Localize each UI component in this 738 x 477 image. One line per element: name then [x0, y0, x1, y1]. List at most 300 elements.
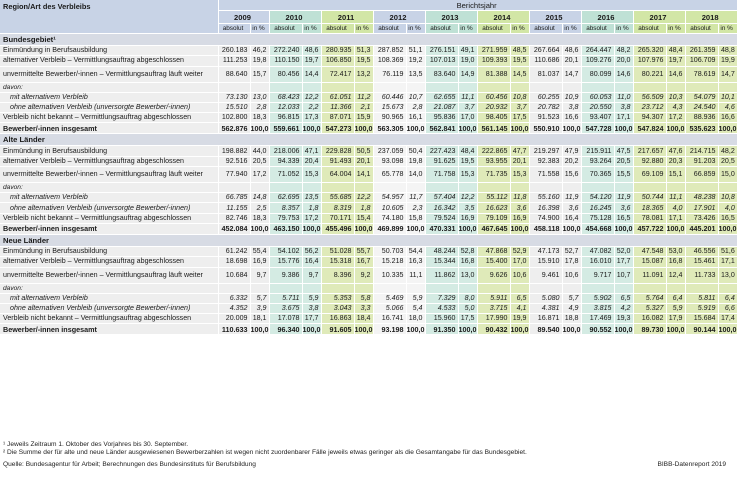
- cell-percent: [562, 283, 581, 293]
- unit-header-absolut: absolut: [633, 24, 666, 34]
- year-header-2013: 2013: [425, 11, 477, 24]
- cell-absolute: 77.940: [218, 167, 250, 183]
- table-row: [0, 303, 737, 313]
- cell-absolute: 5.764: [633, 293, 666, 303]
- cell-percent: 100,0: [458, 123, 477, 133]
- cell-absolute: 4.352: [218, 303, 250, 313]
- cell-percent: 100,0: [354, 123, 373, 133]
- cell-percent: [406, 283, 425, 293]
- cell-percent: 14,7: [718, 66, 737, 82]
- cell-absolute: 15.960: [425, 314, 458, 324]
- cell-percent: 18,3: [250, 213, 269, 223]
- cell-absolute: 109.276: [581, 56, 614, 66]
- cell-percent: 19,0: [458, 56, 477, 66]
- cell-percent: 100,0: [562, 324, 581, 334]
- cell-percent: 17,1: [718, 257, 737, 267]
- cell-percent: [354, 82, 373, 92]
- cell-percent: 100,0: [666, 224, 685, 234]
- unit-header-percent: in %: [354, 24, 373, 34]
- cell-absolute: 73.130: [218, 92, 250, 102]
- cell-percent: 19,8: [406, 156, 425, 166]
- cell-percent: 13,5: [302, 193, 321, 203]
- cell-percent: 10,1: [718, 92, 737, 102]
- row-label: ohne alternativen Verbleib (unversorgte Bewerber/-innen): [0, 102, 218, 112]
- cell-percent: 100,0: [614, 224, 633, 234]
- cell-percent: 48,6: [562, 46, 581, 56]
- cell-percent: 3,6: [510, 203, 529, 213]
- cell-percent: 3,9: [250, 303, 269, 313]
- cell-percent: [302, 82, 321, 92]
- cell-percent: 14,6: [614, 66, 633, 82]
- section-header: [0, 34, 737, 46]
- cell-percent: 5,9: [302, 293, 321, 303]
- unit-header-percent: in %: [250, 24, 269, 34]
- cell-absolute: 547.824: [633, 123, 666, 134]
- cell-percent: 17,7: [302, 314, 321, 324]
- cell-absolute: [685, 82, 718, 92]
- cell-percent: 19,9: [510, 314, 529, 324]
- unit-header-percent: in %: [458, 24, 477, 34]
- cell-percent: 100,0: [406, 224, 425, 234]
- row-label: Verbleib nicht bekannt – Vermittlungsauftrag abgeschlossen: [0, 314, 218, 324]
- cell-absolute: 16.863: [321, 314, 354, 324]
- unit-header-absolut: absolut: [529, 24, 562, 34]
- cell-absolute: 458.118: [529, 223, 562, 234]
- cell-absolute: 55.112: [477, 193, 510, 203]
- cell-absolute: [685, 183, 718, 193]
- cell-percent: 16,7: [354, 257, 373, 267]
- cell-percent: 9,2: [354, 267, 373, 283]
- table-row: [0, 314, 737, 324]
- row-label: mit alternativem Verbleib: [0, 293, 218, 303]
- cell-absolute: 71.758: [425, 167, 458, 183]
- cell-percent: 47,5: [614, 146, 633, 156]
- year-header-2018: 2018: [685, 11, 737, 24]
- cell-absolute: 91.493: [321, 156, 354, 166]
- cell-percent: 19,8: [250, 56, 269, 66]
- cell-percent: [406, 183, 425, 193]
- cell-percent: 100,0: [406, 123, 425, 133]
- cell-absolute: 80.099: [581, 66, 614, 82]
- cell-percent: 6,6: [718, 303, 737, 313]
- cell-percent: 18,3: [250, 113, 269, 123]
- cell-absolute: 535.623: [685, 123, 718, 134]
- cell-absolute: 3.815: [581, 303, 614, 313]
- total-row: [0, 324, 737, 335]
- cell-percent: 5,7: [250, 293, 269, 303]
- cell-percent: 14,5: [510, 66, 529, 82]
- cell-percent: 14,8: [250, 193, 269, 203]
- cell-absolute: 50.703: [373, 246, 406, 256]
- cell-absolute: 50.744: [633, 193, 666, 203]
- cell-percent: 100,0: [666, 324, 685, 334]
- table-row: [0, 267, 737, 283]
- unit-header-absolut: absolut: [425, 24, 458, 34]
- cell-percent: 13,0: [458, 267, 477, 283]
- cell-absolute: 94.307: [633, 113, 666, 123]
- cell-percent: 5,4: [406, 303, 425, 313]
- cell-absolute: 71.735: [477, 167, 510, 183]
- cell-percent: 10,3: [666, 92, 685, 102]
- cell-percent: 19,5: [458, 156, 477, 166]
- cell-percent: 46,2: [250, 46, 269, 56]
- cell-absolute: 16.623: [477, 203, 510, 213]
- cell-percent: 20,1: [354, 156, 373, 166]
- cell-percent: 12,2: [302, 92, 321, 102]
- section-title: Alte Länder: [0, 134, 737, 146]
- cell-absolute: 470.331: [425, 223, 458, 234]
- cell-percent: 100,0: [250, 324, 269, 334]
- unit-header-absolut: absolut: [477, 24, 510, 34]
- cell-absolute: [218, 82, 250, 92]
- cell-absolute: 57.404: [425, 193, 458, 203]
- cell-absolute: 261.359: [685, 46, 718, 56]
- cell-percent: [510, 183, 529, 193]
- cell-percent: 47,9: [562, 146, 581, 156]
- cell-absolute: 15.087: [633, 257, 666, 267]
- cell-percent: 2,8: [406, 102, 425, 112]
- cell-absolute: 218.006: [269, 146, 302, 156]
- cell-percent: 16,3: [406, 257, 425, 267]
- cell-percent: [614, 283, 633, 293]
- cell-absolute: 93.198: [373, 324, 406, 335]
- cell-percent: 51,3: [354, 46, 373, 56]
- cell-percent: 16,6: [562, 113, 581, 123]
- cell-percent: 17,1: [666, 213, 685, 223]
- cell-absolute: 91.350: [425, 324, 458, 335]
- cell-absolute: 229.828: [321, 146, 354, 156]
- cell-percent: 100,0: [406, 324, 425, 334]
- cell-percent: 15,0: [718, 167, 737, 183]
- cell-percent: 5,9: [406, 293, 425, 303]
- cell-absolute: 47.173: [529, 246, 562, 256]
- row-label: Einmündung in Berufsausbildung: [0, 146, 218, 156]
- cell-absolute: 79.109: [477, 213, 510, 223]
- cell-absolute: 17.990: [477, 314, 510, 324]
- cell-percent: 2,3: [406, 203, 425, 213]
- cell-absolute: 5.353: [321, 293, 354, 303]
- cell-percent: 100,0: [510, 224, 529, 234]
- cell-percent: 2,8: [250, 102, 269, 112]
- cell-percent: 100,0: [666, 123, 685, 133]
- row-label: ohne alternativen Verbleib (unversorgte Bewerber/-innen): [0, 303, 218, 313]
- cell-absolute: 60.053: [581, 92, 614, 102]
- table-row: [0, 46, 737, 56]
- cell-percent: [406, 82, 425, 92]
- cell-absolute: 9.461: [529, 267, 562, 283]
- cell-absolute: 92.383: [529, 156, 562, 166]
- cell-absolute: 110.633: [218, 324, 250, 335]
- cell-absolute: 88.936: [685, 113, 718, 123]
- cell-absolute: 16.010: [581, 257, 614, 267]
- cell-percent: 18,8: [562, 314, 581, 324]
- cell-absolute: 16.398: [529, 203, 562, 213]
- cell-percent: [562, 183, 581, 193]
- row-label: alternativer Verbleib – Vermittlungsauftrag abgeschlossen: [0, 56, 218, 66]
- table-row: [0, 283, 737, 293]
- cell-percent: 100,0: [302, 123, 321, 133]
- table-row: [0, 102, 737, 112]
- cell-absolute: 66.785: [218, 193, 250, 203]
- cell-absolute: 71.052: [269, 167, 302, 183]
- cell-absolute: 559.661: [269, 123, 302, 134]
- cell-absolute: 54.102: [269, 246, 302, 256]
- cell-absolute: 92.516: [218, 156, 250, 166]
- report-year-header: Berichtsjahr: [218, 0, 737, 11]
- cell-absolute: 454.668: [581, 223, 614, 234]
- cell-percent: 20,5: [718, 156, 737, 166]
- cell-percent: 51,6: [718, 246, 737, 256]
- cell-absolute: 74.900: [529, 213, 562, 223]
- row-label: Einmündung in Berufsausbildung: [0, 46, 218, 56]
- cell-percent: 15,3: [302, 167, 321, 183]
- cell-absolute: 60.456: [477, 92, 510, 102]
- cell-percent: 11,8: [510, 193, 529, 203]
- cell-absolute: 15.318: [321, 257, 354, 267]
- cell-absolute: 11.862: [425, 267, 458, 283]
- cell-absolute: 15.400: [477, 257, 510, 267]
- unit-header-absolut: absolut: [269, 24, 302, 34]
- section-header: [0, 234, 737, 246]
- unit-header-percent: in %: [562, 24, 581, 34]
- cell-percent: [666, 283, 685, 293]
- cell-percent: [614, 82, 633, 92]
- cell-percent: 6,5: [614, 293, 633, 303]
- cell-percent: 2,5: [250, 203, 269, 213]
- cell-percent: 18,4: [354, 314, 373, 324]
- cell-absolute: 20.782: [529, 102, 562, 112]
- table-row: [0, 113, 737, 123]
- cell-absolute: 3.043: [321, 303, 354, 313]
- cell-absolute: 12.033: [269, 102, 302, 112]
- cell-percent: 48,6: [302, 46, 321, 56]
- cell-percent: 17,0: [458, 113, 477, 123]
- cell-absolute: 222.865: [477, 146, 510, 156]
- cell-absolute: 61.051: [321, 92, 354, 102]
- cell-absolute: 550.910: [529, 123, 562, 134]
- cell-absolute: [633, 283, 666, 293]
- cell-absolute: [477, 283, 510, 293]
- cell-percent: 11,9: [562, 193, 581, 203]
- cell-absolute: 88.640: [218, 66, 250, 82]
- cell-absolute: 66.859: [685, 167, 718, 183]
- cell-absolute: 5.711: [269, 293, 302, 303]
- cell-absolute: 90.432: [477, 324, 510, 335]
- cell-percent: 10,7: [406, 92, 425, 102]
- cell-percent: [250, 82, 269, 92]
- cell-absolute: [269, 183, 302, 193]
- region-column-header: Region/Art des Verbleibs: [0, 0, 218, 34]
- cell-absolute: 90.144: [685, 324, 718, 335]
- cell-absolute: 18.365: [633, 203, 666, 213]
- cell-absolute: 16.342: [425, 203, 458, 213]
- cell-percent: 100,0: [458, 324, 477, 334]
- table-row: [0, 193, 737, 203]
- table-row: [0, 156, 737, 166]
- cell-percent: 19,7: [666, 56, 685, 66]
- cell-percent: 4,6: [718, 102, 737, 112]
- cell-absolute: 81.388: [477, 66, 510, 82]
- cell-percent: 11,2: [354, 92, 373, 102]
- cell-percent: 15,6: [562, 167, 581, 183]
- cell-absolute: [425, 82, 458, 92]
- cell-absolute: 10.684: [218, 267, 250, 283]
- cell-percent: 10,9: [562, 92, 581, 102]
- cell-absolute: [581, 183, 614, 193]
- cell-absolute: 265.320: [633, 46, 666, 56]
- cell-absolute: 106.709: [685, 56, 718, 66]
- cell-absolute: 90.965: [373, 113, 406, 123]
- cell-absolute: 107.013: [425, 56, 458, 66]
- row-label: davon:: [0, 283, 218, 293]
- cell-percent: [510, 82, 529, 92]
- cell-absolute: [477, 183, 510, 193]
- cell-percent: 2,1: [354, 102, 373, 112]
- cell-percent: 6,4: [718, 293, 737, 303]
- cell-absolute: 17.078: [269, 314, 302, 324]
- cell-percent: 3,8: [302, 303, 321, 313]
- cell-absolute: [373, 283, 406, 293]
- cell-percent: [718, 82, 737, 92]
- cell-absolute: [218, 283, 250, 293]
- cell-percent: 16,8: [666, 257, 685, 267]
- table-row: [0, 293, 737, 303]
- cell-percent: 19,7: [302, 56, 321, 66]
- cell-absolute: 93.098: [373, 156, 406, 166]
- cell-percent: 44,0: [250, 146, 269, 156]
- cell-percent: 3,6: [614, 203, 633, 213]
- cell-absolute: 215.911: [581, 146, 614, 156]
- cell-percent: 20,0: [614, 56, 633, 66]
- cell-absolute: 5.902: [581, 293, 614, 303]
- cell-absolute: [529, 283, 562, 293]
- cell-absolute: 24.540: [685, 102, 718, 112]
- cell-percent: 15,3: [458, 167, 477, 183]
- cell-percent: 3,6: [562, 203, 581, 213]
- cell-percent: 19,2: [406, 56, 425, 66]
- cell-absolute: 469.899: [373, 223, 406, 234]
- cell-percent: 4,1: [510, 303, 529, 313]
- cell-percent: [458, 183, 477, 193]
- cell-percent: 4,3: [666, 102, 685, 112]
- cell-percent: 17,2: [666, 113, 685, 123]
- cell-absolute: 9.626: [477, 267, 510, 283]
- cell-absolute: 4.533: [425, 303, 458, 313]
- cell-absolute: 96.340: [269, 324, 302, 335]
- cell-absolute: [581, 82, 614, 92]
- unit-header-absolut: absolut: [373, 24, 406, 34]
- cell-percent: 17,4: [718, 314, 737, 324]
- table-row: [0, 167, 737, 183]
- cell-absolute: 89.730: [633, 324, 666, 335]
- cell-absolute: 10.605: [373, 203, 406, 213]
- cell-percent: 48,8: [718, 46, 737, 56]
- cell-percent: 3,8: [562, 102, 581, 112]
- cell-percent: 9,7: [302, 267, 321, 283]
- cell-absolute: 96.815: [269, 113, 302, 123]
- cell-absolute: [321, 183, 354, 193]
- cell-absolute: 5.080: [529, 293, 562, 303]
- cell-absolute: [373, 183, 406, 193]
- table-row: [0, 82, 737, 92]
- cell-percent: 1,8: [302, 203, 321, 213]
- cell-absolute: [477, 82, 510, 92]
- cell-absolute: 102.800: [218, 113, 250, 123]
- cell-percent: 52,0: [614, 246, 633, 256]
- cell-absolute: 21.087: [425, 102, 458, 112]
- cell-absolute: 83.640: [425, 66, 458, 82]
- cell-percent: 20,3: [666, 156, 685, 166]
- cell-percent: 4,0: [718, 203, 737, 213]
- cell-percent: [718, 283, 737, 293]
- cell-absolute: 272.240: [269, 46, 302, 56]
- cell-absolute: 60.255: [529, 92, 562, 102]
- cell-percent: 15,8: [406, 213, 425, 223]
- cell-absolute: 68.423: [269, 92, 302, 102]
- cell-percent: 20,4: [302, 156, 321, 166]
- cell-absolute: 79.524: [425, 213, 458, 223]
- cell-percent: [562, 82, 581, 92]
- cell-percent: 16,9: [250, 257, 269, 267]
- cell-absolute: 20.550: [581, 102, 614, 112]
- cell-percent: 48,4: [458, 146, 477, 156]
- cell-percent: 15,7: [250, 66, 269, 82]
- cell-absolute: 276.151: [425, 46, 458, 56]
- cell-absolute: [633, 183, 666, 193]
- cell-absolute: 280.935: [321, 46, 354, 56]
- cell-absolute: 93.955: [477, 156, 510, 166]
- cell-absolute: 61.242: [218, 246, 250, 256]
- cell-percent: 3,8: [614, 102, 633, 112]
- cell-absolute: [685, 283, 718, 293]
- year-header-2014: 2014: [477, 11, 529, 24]
- cell-absolute: 9.717: [581, 267, 614, 283]
- cell-percent: 16,9: [510, 213, 529, 223]
- cell-absolute: 91.203: [685, 156, 718, 166]
- cell-percent: 20,2: [562, 156, 581, 166]
- cell-absolute: 17.469: [581, 314, 614, 324]
- cell-percent: 100,0: [614, 123, 633, 133]
- section-title: Bundesgebiet¹: [0, 34, 737, 46]
- cell-absolute: 11.091: [633, 267, 666, 283]
- cell-absolute: 93.264: [581, 156, 614, 166]
- footnote-2: ² Die Summe der für alte und neue Länder ausgewiesenen Bewerberzahlen ist wegen nicht zuordenbarer Fälle jeweils etwas geringer als die Gesamtangabe für das Bundesgebiet.: [3, 449, 527, 457]
- unit-header-absolut: absolut: [581, 24, 614, 34]
- year-header-2017: 2017: [633, 11, 685, 24]
- cell-absolute: 11.366: [321, 102, 354, 112]
- table-body: [0, 34, 737, 335]
- cell-absolute: 91.605: [321, 324, 354, 335]
- cell-percent: 100,0: [510, 324, 529, 334]
- cell-absolute: 15.218: [373, 257, 406, 267]
- cell-absolute: 5.911: [477, 293, 510, 303]
- cell-percent: 47,6: [666, 146, 685, 156]
- cell-percent: 12,2: [458, 193, 477, 203]
- cell-percent: 100,0: [562, 224, 581, 234]
- cell-absolute: 92.880: [633, 156, 666, 166]
- cell-percent: 5,7: [562, 293, 581, 303]
- cell-absolute: 5.811: [685, 293, 718, 303]
- cell-percent: 48,2: [718, 146, 737, 156]
- cell-absolute: [218, 183, 250, 193]
- cell-percent: 13,0: [718, 267, 737, 283]
- cell-percent: 100,0: [458, 224, 477, 234]
- cell-absolute: 5.919: [685, 303, 718, 313]
- table-row: [0, 203, 737, 213]
- cell-absolute: 54.120: [581, 193, 614, 203]
- cell-absolute: 17.901: [685, 203, 718, 213]
- cell-absolute: 109.393: [477, 56, 510, 66]
